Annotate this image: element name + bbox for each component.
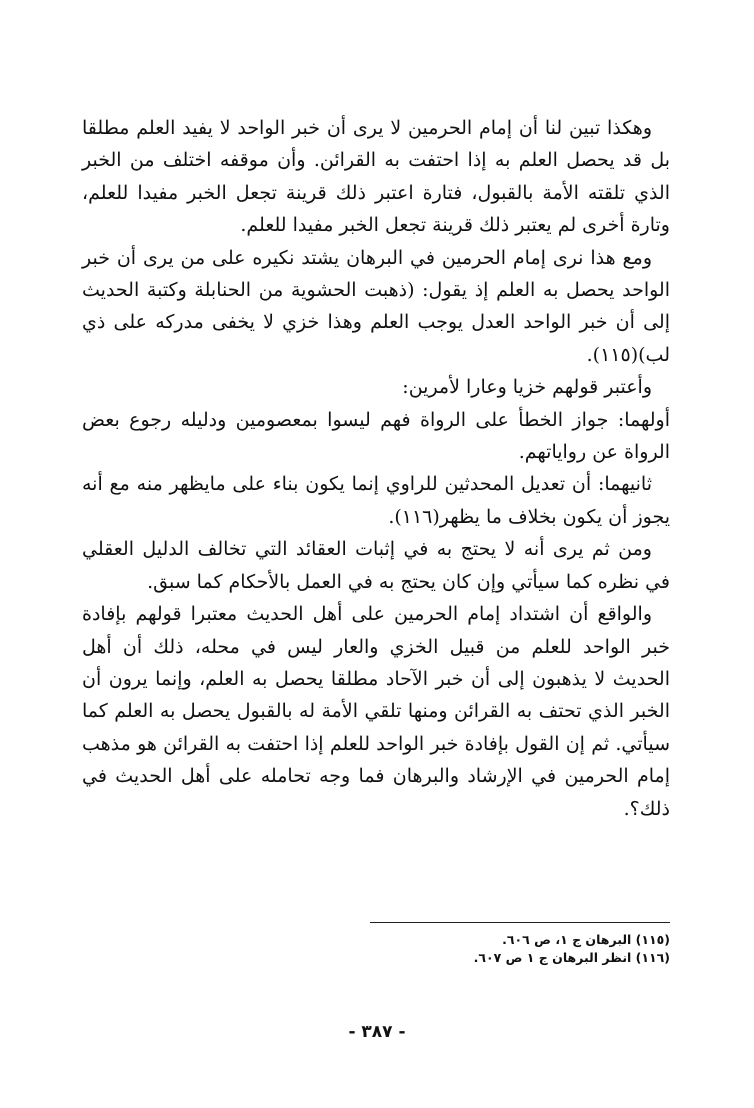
paragraph-6: ومن ثم يرى أنه لا يحتج به في إثبات العقائد التي تخالف الدليل العقلي في نظره كما سيأتي وإن كان يحتج به في العمل بالأحكام كما سبق. <box>82 538 670 593</box>
footnotes <box>82 931 670 967</box>
paragraph-2: ومع هذا نرى إمام الحرمين في البرهان يشتد نكيره على من يرى أن خبر الواحد يحصل به العلم إذ يقول: (ذهبت الحشوية من الحنابلة وكتبة الحديث إلى أن خبر الواحد العدل يوجب العلم وهذا خزي لا يخفى مدركه على ذي لب)(١١٥). <box>82 246 670 366</box>
paragraph-3: وأعتبر قولهم خزيا وعارا لأمرين: <box>402 376 652 399</box>
paragraph-4: أولهما: جواز الخطأ على الرواة فهم ليسوا بمعصومين ودليله رجوع بعض الرواة عن رواياتهم. <box>82 408 670 464</box>
paragraph-7: والواقع أن اشتداد إمام الحرمين على أهل الحديث معتبرا قولهم بإفادة خبر الواحد للعلم من قبيل الخزي والعار ليس في محله، ذلك أن أهل الحديث لا يذهبون إلى أن خبر الآحاد مطلقا يحصل به العلم، وإنما يرون أن الخبر الذي تحتف به القرائن ومنها تلقي الأمة له بالقبول يحصل به العلم كما سيأتي. ثم إن القول بإفادة خبر الواحد للعلم إذا احتفت به القرائن هو مذهب إمام الحرمين في الإرشاد والبرهان فما وجه تحامله على أهل الحديث في ذلك؟. <box>82 603 670 820</box>
page-number: - ٣٨٧ - <box>348 1022 406 1042</box>
footnote-116: (١١٦) انظر البرهان ج ١ ص ٦٠٧. <box>473 950 670 965</box>
paragraph-5: ثانيهما: أن تعديل المحدثين للراوي إنما يكون بناء على مايظهر منه مع أنه يجوز أن يكون بخلاف ما يظهر(١١٦). <box>82 473 670 528</box>
footnote-115: (١١٥) البرهان ج ١، ص ٦٠٦. <box>502 932 670 947</box>
footnote-divider <box>370 922 670 923</box>
main-text <box>82 112 670 825</box>
paragraph-1: وهكذا تبين لنا أن إمام الحرمين لا يرى أن خبر الواحد لا يفيد العلم مطلقا بل قد يحصل العلم به إذا احتفت به القرائن. وأن موقفه اختلف من الخبر الذي تلقته الأمة بالقبول، فتارة اعتبر ذلك قرينة تجعل الخبر مفيدا للعلم، وتارة أخرى لم يعتبر ذلك قرينة تجعل الخبر مفيدا للعلم. <box>82 117 670 237</box>
